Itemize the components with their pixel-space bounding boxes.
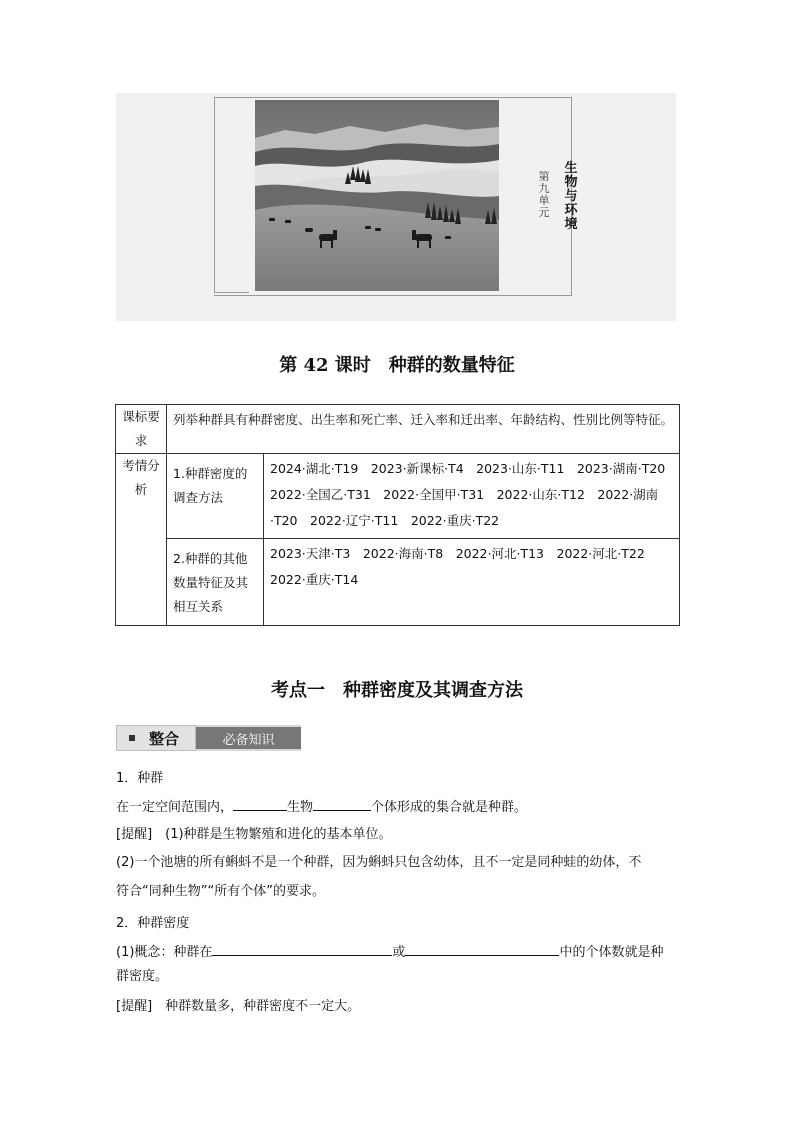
fill-blank[interactable] xyxy=(212,941,392,956)
table-row xyxy=(116,454,680,539)
heading-density: 2．种群密度 xyxy=(116,916,190,931)
square-bullet-icon xyxy=(129,735,135,741)
paragraph-density-cont: 群密度。 xyxy=(116,969,169,984)
tip-population-2b: 符合“同种生物”“所有个体”的要求。 xyxy=(116,884,325,899)
text-segment: 中的个体数就是种 xyxy=(559,945,664,960)
table-exam-list: 2024·湖北·T19 2023·新课标·T4 2023·山东·T11 2023·湖南·T20 2022·全国乙·T31 2022·全国甲·T31 2022·山东·T12 2022·湖南·T20 2022·辽宁·T11 2022·重庆·T22 xyxy=(264,454,680,539)
table-label-requirements: 课标要求 xyxy=(116,405,167,454)
lesson-title: 第 42 课时 种群的数量特征 xyxy=(279,355,515,376)
heading-population: 1．种群 xyxy=(116,771,164,786)
tag-main xyxy=(116,725,196,751)
section-title: 考点一 种群密度及其调查方法 xyxy=(271,680,523,701)
fill-blank[interactable] xyxy=(405,941,559,956)
table-topic: 1.种群密度的调查方法 xyxy=(167,454,264,539)
table-topic: 2.种群的其他数量特征及其相互关系 xyxy=(167,539,264,626)
text-segment: 在一定空间范围内， xyxy=(116,800,234,815)
text-segment: 个体形成的集合就是种群。 xyxy=(371,800,528,815)
text-segment: 生物 xyxy=(287,800,314,815)
fill-blank[interactable] xyxy=(313,796,371,811)
banner-frame-bracket xyxy=(214,97,255,293)
table-row xyxy=(116,539,680,626)
tip-density: [提醒] 种群数量多，种群密度不一定大。 xyxy=(116,999,361,1014)
unit-name: 生物与环境 xyxy=(564,161,578,232)
table-label-analysis: 考情分析 xyxy=(116,454,167,626)
tip-population-2a: (2)一个池塘的所有蝌蚪不是一个种群，因为蝌蚪只包含幼体，且不一定是同种蛙的幼体，不 xyxy=(116,855,642,870)
paragraph-population xyxy=(116,796,681,819)
tip-population-1: [提醒] (1)种群是生物繁殖和进化的基本单位。 xyxy=(116,827,392,842)
text-segment: 或 xyxy=(392,945,406,960)
table-exam-list: 2023·天津·T3 2022·海南·T8 2022·河北·T13 2022·河北·T22 2022·重庆·T14 xyxy=(264,539,680,626)
fill-blank[interactable] xyxy=(233,796,287,811)
grassland-horses-photo xyxy=(255,100,499,291)
section-tag xyxy=(116,725,301,751)
tag-main-label: 整合 xyxy=(149,729,180,748)
tag-sub-label: 必备知识 xyxy=(196,725,301,751)
text-segment: (1)概念：种群在 xyxy=(116,945,213,960)
table-row xyxy=(116,405,680,454)
curriculum-table xyxy=(115,404,680,626)
unit-number: 第九单元 xyxy=(538,170,550,219)
paragraph-density xyxy=(116,941,681,964)
table-requirements-content: 列举种群具有种群密度、出生率和死亡率、迁入率和迁出率、年龄结构、性别比例等特征。 xyxy=(167,405,680,454)
